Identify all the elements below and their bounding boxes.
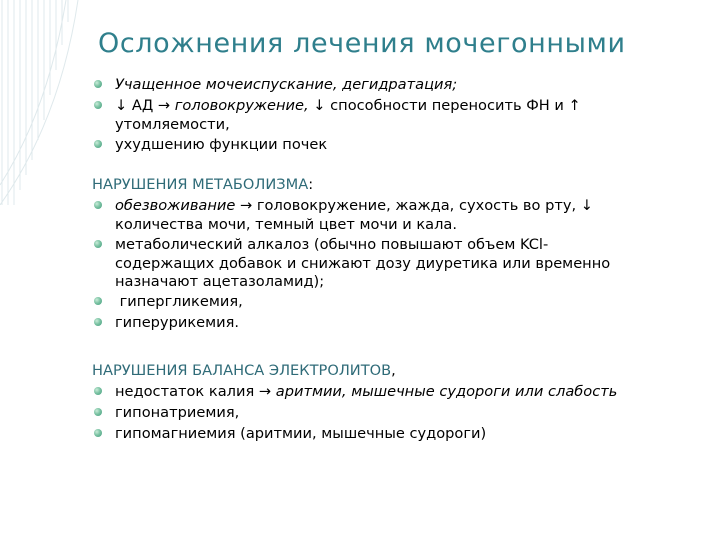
item-text: гипомагниемия (аритмии, мышечные судороги) bbox=[115, 425, 487, 442]
item-text: Учащенное мочеиспускание, дегидратация; bbox=[115, 76, 458, 93]
electrolytes-list bbox=[92, 381, 698, 444]
bullet-icon bbox=[94, 201, 102, 209]
list-item bbox=[92, 74, 698, 95]
item-text: гипергликемия, bbox=[115, 293, 243, 310]
metabolism-list bbox=[92, 195, 698, 333]
item-text-italic: головокружение, bbox=[174, 97, 309, 114]
list-item bbox=[92, 423, 698, 444]
list-item bbox=[92, 312, 698, 333]
bullet-icon bbox=[94, 240, 102, 248]
item-text: метаболический алкалоз (обычно повышают объем KCl- bbox=[115, 236, 549, 253]
heading-text: НАРУШЕНИЯ МЕТАБОЛИЗМА bbox=[92, 176, 309, 193]
item-text: ↓ способности переносить ФН и ↑ bbox=[308, 97, 581, 114]
item-continuation: количества мочи, темный цвет мочи и кала. bbox=[115, 216, 457, 233]
list-item bbox=[92, 291, 698, 312]
heading-text: НАРУШЕНИЯ БАЛАНСА ЭЛЕКТРОЛИТОВ bbox=[92, 362, 392, 379]
bullet-icon bbox=[94, 429, 102, 437]
bullet-icon bbox=[94, 408, 102, 416]
bullet-icon bbox=[94, 387, 102, 395]
bullet-icon bbox=[94, 318, 102, 326]
bullet-icon bbox=[94, 80, 102, 88]
heading-suffix: , bbox=[391, 362, 396, 379]
list-item bbox=[92, 381, 698, 402]
slide-title: Осложнения лечения мочегонными bbox=[98, 28, 626, 59]
item-text: недостаток калия → bbox=[115, 383, 276, 400]
item-text: ↓ АД → bbox=[115, 97, 175, 114]
item-text: головокружение, жажда, сухость во рту, ↓ bbox=[256, 197, 594, 214]
list-item bbox=[92, 195, 698, 234]
item-continuation: утомляемости, bbox=[115, 116, 230, 133]
decorative-corner-pattern bbox=[0, 0, 80, 205]
list-item bbox=[92, 134, 698, 155]
complications-list bbox=[92, 74, 698, 155]
item-continuation: содержащих добавок и снижают дозу диуретика или временно bbox=[115, 255, 611, 272]
bullet-icon bbox=[94, 140, 102, 148]
slide-body bbox=[92, 74, 698, 444]
item-text: гипонатриемия, bbox=[115, 404, 240, 421]
heading-suffix: : bbox=[308, 176, 314, 193]
list-item bbox=[92, 402, 698, 423]
bullet-icon bbox=[94, 101, 102, 109]
item-text-italic: обезвоживание → bbox=[115, 197, 257, 214]
electrolytes-heading bbox=[92, 360, 698, 381]
list-item bbox=[92, 95, 698, 134]
bullet-icon bbox=[94, 297, 102, 305]
list-item bbox=[92, 234, 698, 291]
item-text: ухудшению функции почек bbox=[115, 136, 328, 153]
item-text-italic: аритмии, мышечные судороги или слабость bbox=[275, 383, 618, 400]
item-text: гиперурикемия. bbox=[115, 314, 240, 331]
metabolism-heading bbox=[92, 174, 698, 195]
item-continuation: назначают ацетазоламид); bbox=[115, 273, 325, 290]
